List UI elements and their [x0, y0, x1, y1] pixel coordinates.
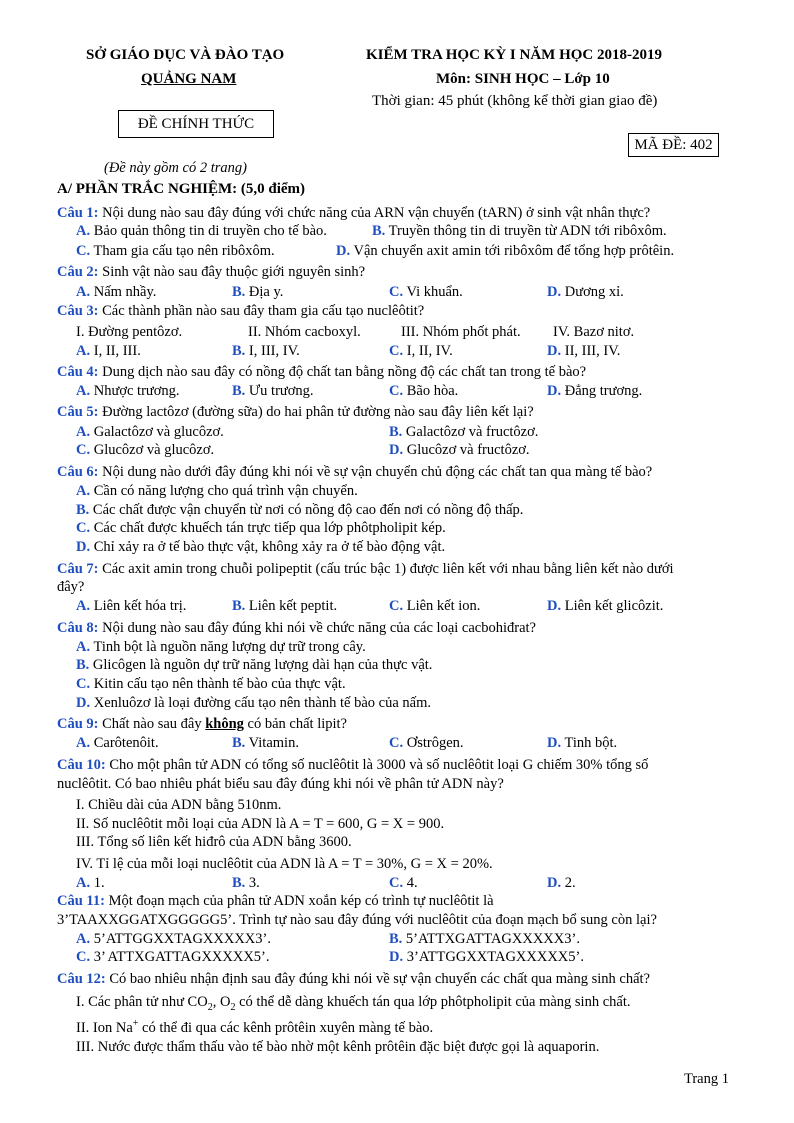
q6-option-a[interactable]: A. Cần có năng lượng cho quá trình vận chuyển.: [76, 483, 358, 499]
q10-statement-4: IV. Tỉ lệ của mỗi loại nuclêôtit của ADN là A = T = 30%, G = X = 20%.: [76, 856, 493, 872]
question-7: Câu 7: Các axit amin trong chuỗi polipeptit (cấu trúc bậc 1) được liên kết với nhau bằng liên kết nào dưới: [57, 561, 674, 577]
q9-option-c[interactable]: C. Ơstrôgen.: [389, 735, 464, 751]
q8-option-a[interactable]: A. Tinh bột là nguồn năng lượng dự trữ trong cây.: [76, 639, 366, 655]
q3-option-a[interactable]: A. I, II, III.: [76, 343, 141, 359]
province-name: QUẢNG NAM: [141, 71, 237, 87]
q4-option-c[interactable]: C. Bão hòa.: [389, 383, 459, 399]
q11-option-d[interactable]: D. 3’ATTGGXXTAGXXXXX5’.: [389, 949, 584, 965]
q3-statement-2: II. Nhóm cacboxyl.: [248, 324, 361, 340]
question-1: Câu 1: Nội dung nào sau đây đúng với chức năng của ARN vận chuyển (tARN) ở sinh vật nhân thực?: [57, 205, 651, 221]
q4-option-a[interactable]: A. Nhược trương.: [76, 383, 180, 399]
q4-option-b[interactable]: B. Ưu trương.: [232, 383, 314, 399]
question-10: Câu 10: Cho một phân tử ADN có tổng số nuclêôtit là 3000 và số nuclêôtit loại G chiếm 30% tổng số: [57, 757, 649, 773]
question-10-cont: nuclêôtit. Có bao nhiêu phát biểu sau đây đúng khi nói về phân tử ADN này?: [57, 776, 504, 792]
q5-option-a[interactable]: A. Galactôzơ và glucôzơ.: [76, 424, 224, 440]
q4-option-d[interactable]: D. Đẳng trương.: [547, 383, 643, 399]
q2-option-c[interactable]: C. Vi khuẩn.: [389, 284, 463, 300]
q9-option-a[interactable]: A. Carôtenôit.: [76, 735, 159, 751]
q7-option-a[interactable]: A. Liên kết hóa trị.: [76, 598, 187, 614]
question-5: Câu 5: Đường lactôzơ (đường sữa) do hai phân tử đường nào sau đây liên kết lại?: [57, 404, 534, 420]
question-7-cont: đây?: [57, 579, 85, 595]
q10-statement-3: III. Tổng số liên kết hiđrô của ADN bằng 3600.: [76, 834, 352, 850]
q6-option-b[interactable]: B. Các chất được vận chuyển từ nơi có nồng độ cao đến nơi có nồng độ thấp.: [76, 502, 524, 518]
q5-option-c[interactable]: C. Glucôzơ và glucôzơ.: [76, 442, 215, 458]
q12-statement-2: II. Ion Na+ có thể đi qua các kênh prôtêin xuyên màng tế bào.: [76, 1018, 434, 1036]
exam-code-box: MÃ ĐỀ: 402: [628, 133, 719, 157]
pages-note: (Đề này gồm có 2 trang): [104, 160, 247, 176]
q3-option-b[interactable]: B. I, III, IV.: [232, 343, 300, 359]
q11-option-c[interactable]: C. 3’ ATTXGATTAGXXXXX5’.: [76, 949, 270, 965]
q3-option-d[interactable]: D. II, III, IV.: [547, 343, 621, 359]
question-11: Câu 11: Một đoạn mạch của phân tử ADN xoắn kép có trình tự nuclêôtit là: [57, 893, 494, 909]
q1-option-d[interactable]: D. Vận chuyển axit amin tới ribôxôm để tổng hợp prôtêin.: [336, 243, 675, 259]
q2-option-b[interactable]: B. Địa y.: [232, 284, 284, 300]
q7-option-b[interactable]: B. Liên kết peptit.: [232, 598, 338, 614]
q10-statement-1: I. Chiều dài của ADN bằng 510nm.: [76, 797, 282, 813]
question-3: Câu 3: Các thành phần nào sau đây tham gia cấu tạo nuclêôtit?: [57, 303, 425, 319]
q5-option-b[interactable]: B. Galactôzơ và fructôzơ.: [389, 424, 539, 440]
q8-option-b[interactable]: B. Glicôgen là nguồn dự trữ năng lượng dài hạn của thực vật.: [76, 657, 433, 673]
question-6: Câu 6: Nội dung nào dưới đây đúng khi nói về sự vận chuyển chủ động các chất tan qua màng tế bào?: [57, 464, 653, 480]
q10-option-c[interactable]: C. 4.: [389, 875, 418, 891]
question-12: Câu 12: Có bao nhiêu nhận định sau đây đúng khi nói về sự vận chuyển các chất qua màng sinh chất?: [57, 971, 650, 987]
q1-option-b[interactable]: B. Truyền thông tin di truyền từ ADN tới ribôxôm.: [372, 223, 667, 239]
q6-option-d[interactable]: D. Chỉ xảy ra ở tế bào thực vật, không xảy ra ở tế bào động vật.: [76, 539, 446, 555]
department-name: SỞ GIÁO DỤC VÀ ĐÀO TẠO: [86, 47, 285, 63]
section-title: A/ PHẦN TRẮC NGHIỆM: (5,0 điểm): [57, 181, 306, 197]
q2-option-d[interactable]: D. Dương xỉ.: [547, 284, 624, 300]
q3-option-c[interactable]: C. I, II, IV.: [389, 343, 453, 359]
q7-option-c[interactable]: C. Liên kết ion.: [389, 598, 481, 614]
question-8: Câu 8: Nội dung nào sau đây đúng khi nói về chức năng của các loại cacbohiđrat?: [57, 620, 536, 636]
q2-option-a[interactable]: A. Nấm nhầy.: [76, 284, 157, 300]
q9-option-d[interactable]: D. Tinh bột.: [547, 735, 618, 751]
q10-option-b[interactable]: B. 3.: [232, 875, 260, 891]
q6-option-c[interactable]: C. Các chất được khuếch tán trực tiếp qua lớp phôtpholipit kép.: [76, 520, 446, 536]
q10-statement-2: II. Số nuclêôtit mỗi loại của ADN là A = T = 600, G = X = 900.: [76, 816, 445, 832]
question-2: Câu 2: Sinh vật nào sau đây thuộc giới nguyên sinh?: [57, 264, 366, 280]
q11-option-a[interactable]: A. 5’ATTGGXXTAGXXXXX3’.: [76, 931, 271, 947]
q9-option-b[interactable]: B. Vitamin.: [232, 735, 299, 751]
official-exam-box: ĐỀ CHÍNH THỨC: [118, 110, 274, 138]
q10-option-d[interactable]: D. 2.: [547, 875, 576, 891]
question-4: Câu 4: Dung dịch nào sau đây có nồng độ chất tan bằng nồng độ các chất tan trong tế bào?: [57, 364, 587, 380]
subject-line: Môn: SINH HỌC – Lớp 10: [436, 71, 610, 87]
q8-option-d[interactable]: D. Xenluôzơ là loại đường cấu tạo nên thành tế bào của nấm.: [76, 695, 431, 711]
q3-statement-3: III. Nhóm phốt phát.: [401, 324, 521, 340]
question-9: Câu 9: Chất nào sau đây không có bản chất lipit?: [57, 716, 347, 732]
q7-option-d[interactable]: D. Liên kết glicôzit.: [547, 598, 664, 614]
q8-option-c[interactable]: C. Kitin cấu tạo nên thành tế bào của thực vật.: [76, 676, 346, 692]
q1-option-c[interactable]: C. Tham gia cấu tạo nên ribôxôm.: [76, 243, 275, 259]
q10-option-a[interactable]: A. 1.: [76, 875, 105, 891]
exam-title: KIỂM TRA HỌC KỲ I NĂM HỌC 2018-2019: [366, 47, 662, 63]
page-number: Trang 1: [684, 1071, 729, 1087]
q5-option-d[interactable]: D. Glucôzơ và fructôzơ.: [389, 442, 530, 458]
q3-statement-4: IV. Bazơ nitơ.: [553, 324, 635, 340]
q11-option-b[interactable]: B. 5’ATTXGATTAGXXXXX3’.: [389, 931, 580, 947]
q1-option-a[interactable]: A. Bảo quản thông tin di truyền cho tế bào.: [76, 223, 327, 239]
q3-statement-1: I. Đường pentôzơ.: [76, 324, 183, 340]
question-11-cont: 3’TAAXXGGATXGGGGG5’. Trình tự nào sau đây đúng với nuclêôtit của đoạn mạch bổ sung còn lại?: [57, 912, 657, 928]
time-line: Thời gian: 45 phút (không kể thời gian giao đề): [372, 93, 658, 109]
q12-statement-1: I. Các phân tử như $CO_2$, $O_2$ có thể dễ dàng khuếch tán qua lớp phôtpholipit của màng sinh chất.: [76, 994, 631, 1013]
q12-statement-3: III. Nước được thẩm thấu vào tế bào nhờ một kênh prôtêin đặc biệt được gọi là aquaporin.: [76, 1039, 600, 1055]
